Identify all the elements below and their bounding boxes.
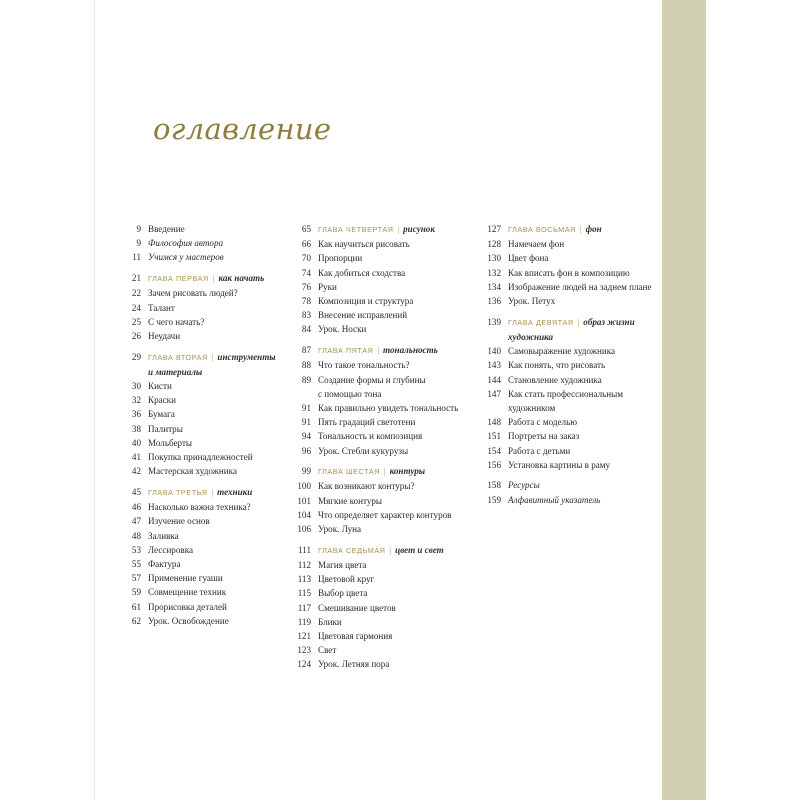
page-number: 70: [301, 253, 311, 264]
entry-title: Применение гуаши: [148, 573, 223, 584]
entry-title: Как добиться сходства: [318, 267, 406, 278]
entry-title: Цветовая гармония: [318, 630, 393, 641]
toc-entry-continued: [478, 401, 658, 415]
chapter-separator: |: [211, 352, 214, 362]
entry-title: Философия автора: [148, 238, 224, 249]
page-number: 42: [131, 466, 141, 477]
chapter-separator: |: [377, 346, 380, 356]
toc-entry: [118, 222, 288, 236]
toc-entry: [478, 266, 658, 280]
toc-entry: [288, 444, 478, 458]
page-number: 65: [301, 224, 311, 234]
chapter-title: [148, 350, 276, 365]
chapter-label: ГЛАВА ПЕРВАЯ: [148, 274, 209, 284]
chapter-heading-continued: [478, 330, 658, 344]
chapter-name: фон: [585, 224, 602, 234]
toc-entry: [288, 572, 478, 586]
page-number: 96: [301, 445, 311, 456]
chapter-label: ГЛАВА ВТОРАЯ: [148, 352, 208, 362]
page-number: 117: [297, 602, 311, 613]
toc-entry: [118, 407, 288, 421]
page-number: 29: [131, 351, 141, 362]
toc-entry: [288, 251, 478, 265]
toc-entry: [288, 601, 478, 615]
toc-entry: [288, 508, 478, 522]
toc-entry: [288, 266, 478, 280]
page-number: 41: [131, 452, 141, 463]
page-edge-strip: [662, 0, 706, 800]
entry-title: Создание формы и глубины: [318, 374, 426, 385]
page-number: 32: [131, 395, 141, 406]
toc-entry-continued: [288, 387, 478, 401]
toc-entry: [288, 479, 478, 493]
chapter-label: ГЛАВА СЕДЬМАЯ: [318, 545, 386, 555]
chapter-name: как начать: [218, 273, 265, 284]
chapter-title: [318, 343, 438, 358]
chapter-label: ГЛАВА ЧЕТВЕРТАЯ: [318, 225, 394, 234]
page-number: 45: [131, 486, 141, 497]
toc-entry: [118, 301, 288, 315]
page-number: 26: [131, 330, 141, 341]
toc-entry: [478, 344, 658, 358]
toc-column-3: [478, 222, 658, 507]
entry-title: Мастерская художника: [148, 466, 237, 477]
toc-entry: [288, 586, 478, 600]
chapter-name: тональность: [383, 345, 438, 356]
page-number: 9: [136, 224, 141, 234]
toc-entry: [288, 629, 478, 643]
entry-title: Становление художника: [508, 374, 602, 385]
page-title: оглавление: [153, 112, 332, 146]
entry-title: Свет: [318, 645, 337, 656]
toc-entry: [118, 543, 288, 557]
page-number: 106: [297, 524, 311, 535]
page-number: 113: [297, 574, 311, 585]
toc-entry: [288, 615, 478, 629]
page-number: 40: [131, 437, 141, 448]
page-number: 21: [131, 273, 141, 284]
toc-entry: [478, 237, 658, 251]
entry-title: Урок. Стебли кукурузы: [318, 445, 409, 456]
page-number: 9: [136, 238, 141, 249]
page-number: 136: [487, 296, 501, 307]
toc-entry: [288, 373, 478, 387]
entry-title: Блики: [318, 616, 342, 627]
toc-entry: [118, 286, 288, 300]
entry-title: Как понять, что рисовать: [508, 360, 606, 371]
entry-title: Внесение исправлений: [318, 310, 408, 321]
chapter-separator: |: [397, 225, 400, 234]
entry-title: Самовыражение художника: [508, 346, 616, 357]
toc-entry: [478, 251, 658, 265]
toc-entry: [118, 315, 288, 329]
entry-title: Как стать профессиональным: [508, 388, 623, 399]
toc-entry: [118, 571, 288, 585]
page-number: 76: [301, 281, 311, 292]
chapter-label: ГЛАВА ТРЕТЬЯ: [148, 487, 208, 497]
page-number: 156: [487, 459, 501, 470]
toc-entry: [118, 393, 288, 407]
entry-title: Цвет фона: [508, 253, 549, 264]
entry-title: Кисти: [148, 381, 172, 392]
page-number: 84: [301, 324, 311, 335]
page-number: 147: [487, 388, 501, 399]
entry-title: Руки: [318, 281, 337, 292]
entry-title: Прорисовка деталей: [148, 601, 227, 612]
chapter-title: [318, 222, 435, 237]
toc-entry: [118, 236, 288, 250]
chapter-title: [508, 315, 635, 330]
entry-title: Мольберты: [148, 437, 193, 448]
page-number: 88: [301, 360, 311, 371]
entry-title: Бумага: [148, 409, 175, 420]
page-number: 139: [487, 316, 501, 327]
entry-title: Как научиться рисовать: [318, 239, 410, 250]
entry-title: Работа с моделью: [508, 417, 578, 428]
page-number: 66: [301, 239, 311, 250]
entry-title: Покупка принадлежностей: [148, 452, 253, 463]
entry-title: Композиция и структура: [318, 296, 414, 307]
entry-title: Учимся у мастеров: [148, 252, 224, 263]
page-number: 143: [487, 360, 501, 371]
page-number: 55: [131, 558, 141, 569]
entry-title: Талант: [148, 302, 175, 313]
page-number: 74: [301, 267, 311, 278]
page-number: 91: [301, 402, 311, 413]
page-number: 130: [487, 253, 501, 264]
entry-title: Урок. Летняя пора: [318, 659, 390, 670]
page-number: 123: [297, 645, 311, 656]
entry-title: Заливка: [148, 530, 179, 541]
toc-entry: [118, 464, 288, 478]
toc-entry: [478, 373, 658, 387]
chapter-label: ГЛАВА ДЕВЯТАЯ: [508, 317, 574, 327]
entry-title: Намечаем фон: [508, 239, 565, 250]
chapter-name: контуры: [389, 466, 426, 477]
entry-title: Фактура: [148, 558, 181, 569]
entry-title: Палитры: [148, 423, 183, 434]
page-number: 100: [297, 481, 311, 492]
page-number: 47: [131, 516, 141, 527]
toc-entry: [478, 294, 658, 308]
chapter-title: [148, 485, 252, 500]
chapter-heading: [118, 271, 288, 286]
toc-entry: [118, 600, 288, 614]
page-number: 87: [301, 345, 311, 356]
entry-title: Урок. Петух: [508, 296, 556, 307]
page-number: 132: [487, 267, 501, 278]
toc-entry: [118, 557, 288, 571]
page-number: 119: [297, 616, 311, 627]
toc-entry: [288, 280, 478, 294]
chapter-title: [508, 222, 602, 237]
entry-title: Как возникают контуры?: [318, 481, 415, 492]
toc-entry: [118, 329, 288, 343]
toc-entry: [288, 322, 478, 336]
toc-entry: [118, 379, 288, 393]
page-number: 59: [131, 587, 141, 598]
toc-entry: [288, 237, 478, 251]
toc-entry: [118, 514, 288, 528]
toc-entry: [478, 444, 658, 458]
chapter-name: образ жизни: [583, 316, 635, 327]
chapter-heading: [118, 485, 288, 500]
toc-entry: [288, 429, 478, 443]
entry-title: Как вписать фон в композицию: [508, 267, 630, 278]
toc-entry: [118, 422, 288, 436]
page-number: 140: [487, 346, 501, 357]
toc-entry: [478, 429, 658, 443]
chapter-label: ГЛАВА ПЯТАЯ: [318, 346, 374, 356]
chapter-name-line2: художника: [508, 331, 554, 342]
page-number: 121: [297, 630, 311, 641]
page-number: 158: [487, 480, 501, 491]
entry-title: Неудачи: [148, 330, 181, 341]
page-number: 115: [297, 588, 311, 599]
entry-title: Изображение людей на заднем плане: [508, 281, 652, 292]
page-number: 159: [487, 494, 501, 505]
chapter-name-line2: и материалы: [148, 366, 203, 377]
chapter-label: ГЛАВА ВОСЬМАЯ: [508, 225, 577, 234]
chapter-name: цвет и свет: [395, 544, 444, 555]
page-number: 91: [301, 417, 311, 428]
entry-title: Портреты на заказ: [508, 431, 580, 442]
entry-title: Тональность и композиция: [318, 431, 423, 442]
page-number: 99: [301, 466, 311, 477]
chapter-heading: [288, 343, 478, 358]
entry-title: Магия цвета: [318, 559, 367, 570]
page-number: 112: [297, 559, 311, 570]
toc-entry: [288, 522, 478, 536]
chapter-heading: [288, 543, 478, 558]
toc-entry: [288, 358, 478, 372]
entry-title: Введение: [148, 224, 185, 234]
chapter-title: [318, 543, 444, 558]
page-number: 111: [298, 544, 311, 555]
chapter-separator: |: [389, 545, 392, 555]
chapter-title: [318, 464, 425, 479]
entry-title: Как правильно увидеть тональность: [318, 402, 459, 413]
toc-entry: [478, 387, 658, 401]
entry-title: Урок. Луна: [318, 524, 362, 535]
entry-title: Совмещение техник: [148, 587, 227, 598]
toc-entry: [288, 558, 478, 572]
page-number: 83: [301, 310, 311, 321]
chapter-separator: |: [211, 487, 214, 497]
toc-entry: [478, 358, 658, 372]
page-number: 62: [131, 615, 141, 626]
chapter-heading: [478, 222, 658, 237]
page-number: 53: [131, 544, 141, 555]
chapter-heading: [288, 464, 478, 479]
toc-column-1: [118, 222, 288, 628]
entry-title-line2: с помощью тона: [318, 388, 382, 399]
toc-entry: [118, 529, 288, 543]
page-number: 148: [487, 417, 501, 428]
page-number: 78: [301, 296, 311, 307]
page-number: 127: [487, 224, 501, 234]
toc-entry: [118, 436, 288, 450]
toc-entry: [118, 450, 288, 464]
chapter-heading: [118, 350, 288, 365]
entry-title: Урок. Освобождение: [148, 615, 229, 626]
entry-title: Цветовой круг: [318, 574, 375, 585]
entry-title: Пять градаций светотени: [318, 417, 416, 428]
entry-title: Что определяет характер контуров: [318, 509, 452, 520]
page-number: 57: [131, 573, 141, 584]
chapter-heading-continued: [118, 365, 288, 379]
entry-title: Смешивание цветов: [318, 602, 396, 613]
page-number: 36: [131, 409, 141, 420]
toc-entry: [478, 478, 658, 492]
entry-title: Лессировка: [148, 544, 194, 555]
toc-entry: [288, 643, 478, 657]
chapter-name: инструменты: [217, 351, 276, 362]
toc-entry: [288, 657, 478, 671]
toc-entry: [288, 494, 478, 508]
toc-entry: [288, 294, 478, 308]
entry-title: С чего начать?: [148, 316, 205, 327]
entry-title: Изучение основ: [148, 516, 210, 527]
page-number: 104: [297, 509, 311, 520]
entry-title: Установка картины в раму: [508, 459, 611, 470]
page-number: 144: [487, 374, 501, 385]
entry-title: Что такое тональность?: [318, 360, 410, 371]
toc-entry: [478, 493, 658, 507]
chapter-separator: |: [580, 225, 582, 234]
entry-title: Зачем рисовать людей?: [148, 288, 238, 299]
page-number: 46: [131, 502, 141, 513]
toc-entry: [118, 614, 288, 628]
page-number: 22: [131, 288, 141, 299]
toc-entry: [288, 415, 478, 429]
chapter-separator: |: [212, 274, 215, 284]
toc-entry: [288, 308, 478, 322]
entry-title: Краски: [148, 395, 176, 406]
chapter-separator: |: [577, 317, 580, 327]
toc-entry: [118, 500, 288, 514]
toc-entry: [478, 415, 658, 429]
entry-title: Пропорции: [318, 253, 363, 264]
toc-entry: [118, 585, 288, 599]
entry-title: Выбор цвета: [318, 588, 368, 599]
toc-entry: [288, 401, 478, 415]
page-number: 48: [131, 530, 141, 541]
toc-entry: [478, 280, 658, 294]
page-number: 124: [297, 659, 311, 670]
toc-column-2: [288, 222, 478, 672]
entry-title: Алфавитный указатель: [508, 494, 601, 505]
chapter-name: рисунок: [403, 224, 435, 234]
chapter-name: техники: [217, 486, 253, 497]
entry-title-line2: художником: [508, 402, 556, 413]
entry-title: Мягкие контуры: [318, 495, 383, 506]
chapter-heading: [288, 222, 478, 237]
page-number: 134: [487, 281, 501, 292]
page-number: 11: [132, 252, 141, 263]
page-number: 61: [131, 601, 141, 612]
chapter-separator: |: [384, 467, 386, 477]
toc-entry: [118, 250, 288, 264]
page-number: 101: [297, 495, 311, 506]
page-number: 128: [487, 239, 501, 250]
page-number: 38: [131, 423, 141, 434]
entry-title: Работа с детьми: [508, 445, 571, 456]
page-number: 24: [131, 302, 141, 313]
page-number: 89: [301, 374, 311, 385]
toc-entry: [478, 458, 658, 472]
page-number: 151: [487, 431, 501, 442]
page-number: 94: [301, 431, 311, 442]
entry-title: Насколько важна техника?: [148, 502, 251, 513]
chapter-title: [148, 271, 264, 286]
chapter-label: ГЛАВА ШЕСТАЯ: [318, 467, 381, 477]
page-number: 154: [487, 445, 501, 456]
page-number: 30: [131, 381, 141, 392]
chapter-heading: [478, 315, 658, 330]
entry-title: Урок. Носки: [318, 324, 367, 335]
entry-title: Ресурсы: [508, 480, 540, 491]
page-number: 25: [131, 316, 141, 327]
